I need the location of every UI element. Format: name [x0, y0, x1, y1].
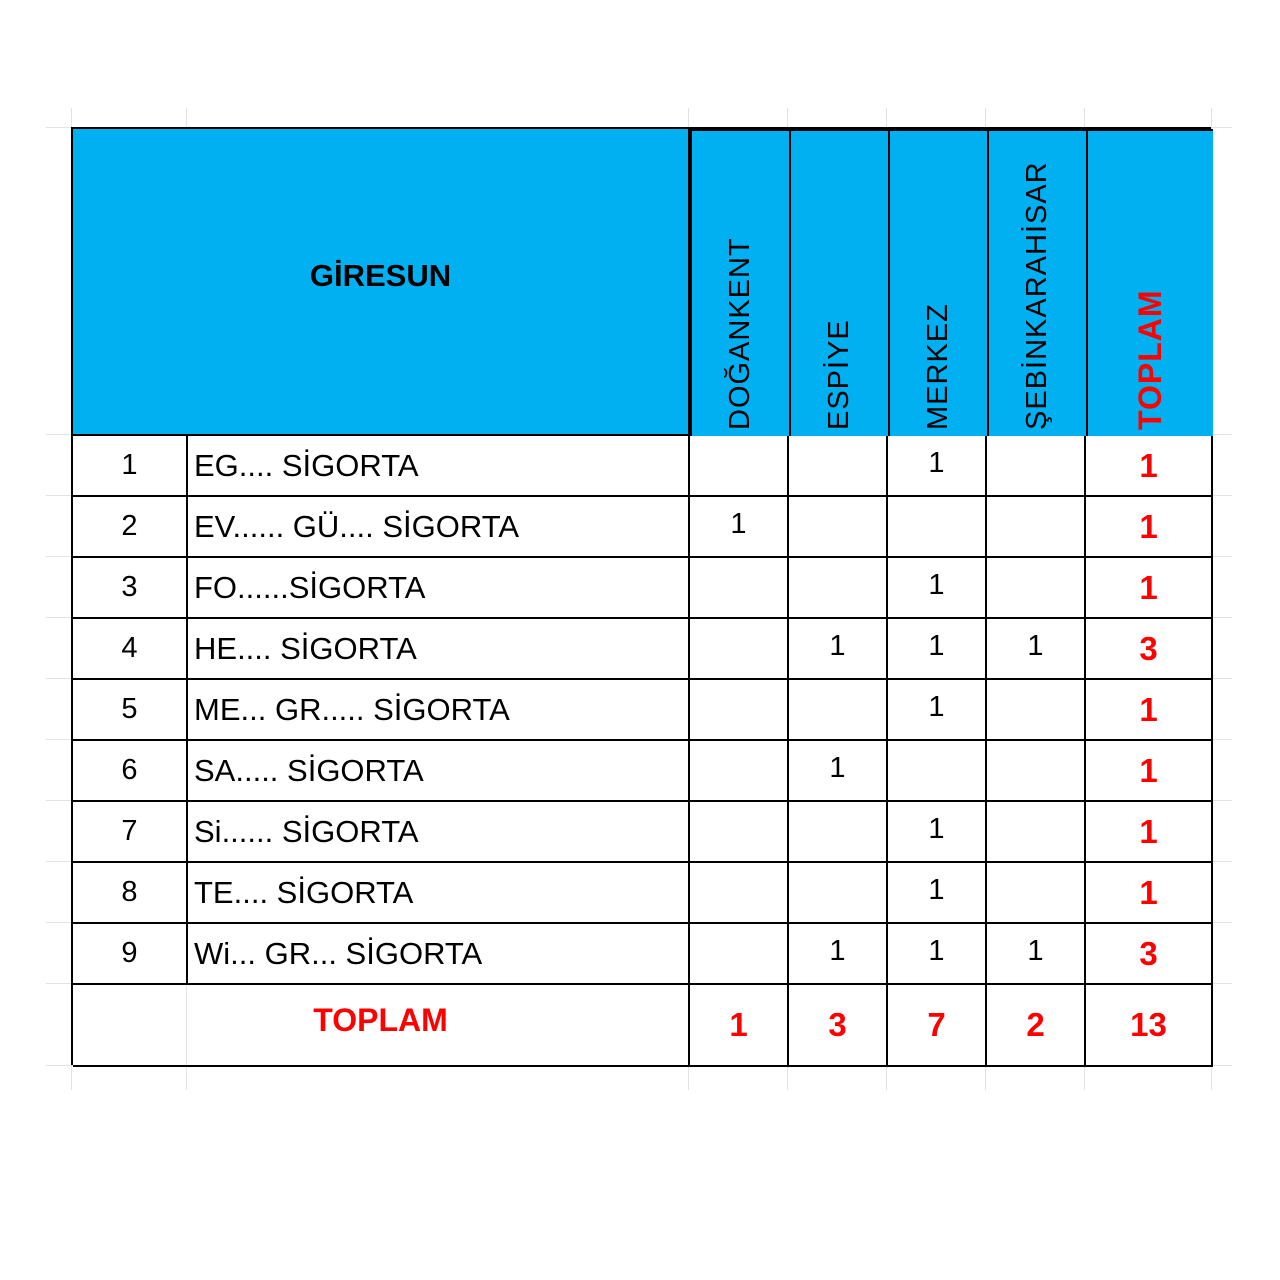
row-number[interactable]: 3 — [73, 558, 188, 619]
cell-espiye[interactable] — [789, 497, 888, 558]
cell-merkez[interactable]: 1 — [888, 558, 987, 619]
total-dogankent[interactable]: 1 — [690, 985, 789, 1067]
column-header-merkez[interactable]: MERKEZ — [888, 129, 987, 436]
row-number[interactable]: 8 — [73, 863, 188, 924]
column-header-sebinkarahisar[interactable]: ŞEBİNKARAHİSAR — [987, 129, 1086, 436]
cell-row-total[interactable]: 1 — [1086, 863, 1213, 924]
total-label[interactable]: TOPLAM — [73, 985, 690, 1067]
cell-espiye[interactable]: 1 — [789, 741, 888, 802]
cell-sebinkarahisar[interactable] — [987, 558, 1086, 619]
total-merkez[interactable]: 7 — [888, 985, 987, 1067]
cell-row-total[interactable]: 1 — [1086, 680, 1213, 741]
cell-sebinkarahisar[interactable] — [987, 741, 1086, 802]
row-number[interactable]: 5 — [73, 680, 188, 741]
cell-sebinkarahisar[interactable] — [987, 680, 1086, 741]
cell-espiye[interactable] — [789, 436, 888, 497]
row-number[interactable]: 9 — [73, 924, 188, 985]
cell-dogankent[interactable] — [690, 680, 789, 741]
company-name[interactable]: EV...... GÜ.... SİGORTA — [188, 497, 690, 558]
cell-row-total[interactable]: 1 — [1086, 436, 1213, 497]
cell-espiye[interactable]: 1 — [789, 619, 888, 680]
column-header-toplam[interactable]: TOPLAM — [1086, 129, 1213, 436]
giresun-table — [71, 127, 1211, 1065]
cell-merkez[interactable]: 1 — [888, 924, 987, 985]
cell-row-total[interactable]: 3 — [1086, 619, 1213, 680]
cell-sebinkarahisar[interactable] — [987, 802, 1086, 863]
cell-dogankent[interactable] — [690, 558, 789, 619]
grand-total[interactable]: 13 — [1086, 985, 1213, 1067]
cell-espiye[interactable]: 1 — [789, 924, 888, 985]
total-sebinkarahisar[interactable]: 2 — [987, 985, 1086, 1067]
row-number[interactable]: 4 — [73, 619, 188, 680]
row-number[interactable]: 7 — [73, 802, 188, 863]
cell-sebinkarahisar[interactable]: 1 — [987, 924, 1086, 985]
cell-merkez[interactable] — [888, 741, 987, 802]
cell-row-total[interactable]: 1 — [1086, 558, 1213, 619]
table-title-cell[interactable] — [73, 129, 690, 436]
row-number[interactable]: 2 — [73, 497, 188, 558]
table-title: GİRESUN — [309, 257, 452, 293]
company-name[interactable]: HE.... SİGORTA — [188, 619, 690, 680]
company-name[interactable]: Wi... GR... SİGORTA — [188, 924, 690, 985]
cell-sebinkarahisar[interactable]: 1 — [987, 619, 1086, 680]
company-name[interactable]: Si...... SİGORTA — [188, 802, 690, 863]
cell-merkez[interactable]: 1 — [888, 619, 987, 680]
company-name[interactable]: ME... GR..... SİGORTA — [188, 680, 690, 741]
cell-sebinkarahisar[interactable] — [987, 497, 1086, 558]
column-header-espiye[interactable]: ESPİYE — [789, 129, 888, 436]
company-name[interactable]: FO......SİGORTA — [188, 558, 690, 619]
row-number[interactable]: 6 — [73, 741, 188, 802]
company-name[interactable]: TE.... SİGORTA — [188, 863, 690, 924]
cell-espiye[interactable] — [789, 558, 888, 619]
company-name[interactable]: SA..... SİGORTA — [188, 741, 690, 802]
cell-dogankent[interactable] — [690, 436, 789, 497]
cell-dogankent[interactable] — [690, 802, 789, 863]
cell-merkez[interactable]: 1 — [888, 863, 987, 924]
cell-merkez[interactable]: 1 — [888, 436, 987, 497]
cell-espiye[interactable] — [789, 863, 888, 924]
cell-row-total[interactable]: 1 — [1086, 802, 1213, 863]
cell-row-total[interactable]: 1 — [1086, 741, 1213, 802]
cell-row-total[interactable]: 1 — [1086, 497, 1213, 558]
cell-dogankent[interactable] — [690, 619, 789, 680]
cell-espiye[interactable] — [789, 802, 888, 863]
cell-sebinkarahisar[interactable] — [987, 863, 1086, 924]
cell-sebinkarahisar[interactable] — [987, 436, 1086, 497]
cell-merkez[interactable]: 1 — [888, 680, 987, 741]
company-name[interactable]: EG.... SİGORTA — [188, 436, 690, 497]
cell-dogankent[interactable] — [690, 741, 789, 802]
cell-row-total[interactable]: 3 — [1086, 924, 1213, 985]
cell-dogankent[interactable] — [690, 924, 789, 985]
cell-espiye[interactable] — [789, 680, 888, 741]
cell-merkez[interactable] — [888, 497, 987, 558]
column-header-dogankent[interactable]: DOĞANKENT — [690, 129, 789, 436]
cell-merkez[interactable]: 1 — [888, 802, 987, 863]
cell-dogankent[interactable] — [690, 863, 789, 924]
cell-dogankent[interactable]: 1 — [690, 497, 789, 558]
total-espiye[interactable]: 3 — [789, 985, 888, 1067]
row-number[interactable]: 1 — [73, 436, 188, 497]
